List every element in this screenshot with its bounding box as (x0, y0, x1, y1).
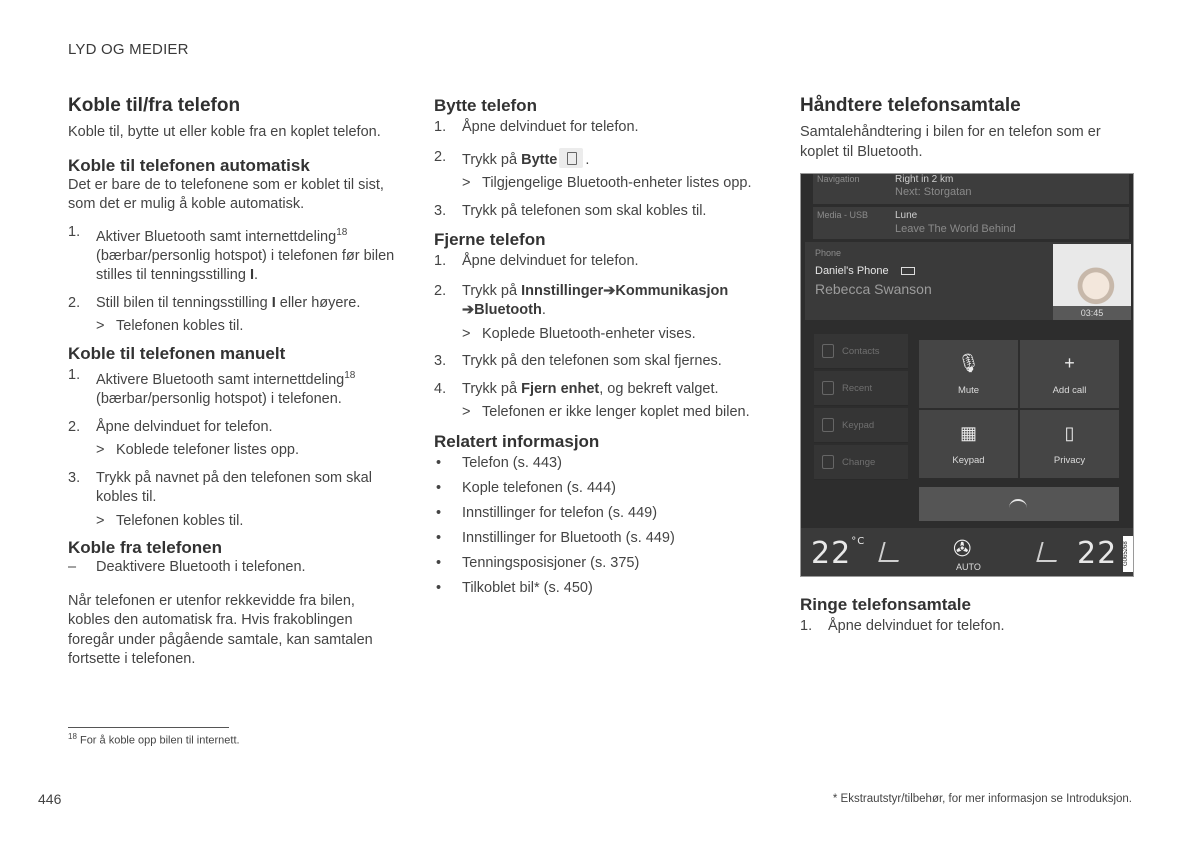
step-ring-1: 1. Åpne delvinduet for telefon. (800, 618, 1005, 634)
heading-related-info: Relatert informasjon (434, 431, 600, 451)
step-auto-1: 1. Aktiver Bluetooth samt internettdeling$^{18}$ (bærbar/personlig hotspot) i telefonen før bilen stilles til tenningsstilling I. (68, 223, 395, 284)
related-link[interactable]: • Tilkoblet bil* (s. 450) (436, 579, 593, 596)
heading-remove-phone: Fjerne telefon (434, 230, 546, 249)
seat-heat-right-icon[interactable] (1036, 542, 1061, 562)
keypad-icon: ▦ (959, 423, 977, 443)
arrow-right-icon: ➔ (462, 302, 475, 318)
heading-ring-call: Ringe telefonsamtale (800, 595, 971, 614)
auto-label: AUTO (956, 562, 981, 572)
step-remove-3: 3. Trykk på den telefonen som skal fjernes. (434, 353, 722, 369)
keypad-side-button[interactable]: Keypad (814, 408, 908, 443)
section-header: LYD OG MEDIER (68, 41, 189, 58)
heading-swap-phone: Bytte telefon (434, 96, 537, 115)
caller-name: Rebecca Swanson (815, 281, 932, 297)
step-result: > Tilgjengelige Bluetooth-enheter listes opp. (462, 175, 752, 191)
step-manual-3: 3. Trykk på navnet på den telefonen som skal kobles til. > Telefonen kobles til. (68, 469, 398, 532)
right-temperature[interactable]: 22 (1077, 536, 1118, 571)
text-auto-connect: Det er bare de to telefonene som er koblet til sist, som det er mulig å koble automatisk. (68, 176, 384, 212)
phone-swap-icon (822, 455, 834, 469)
step-result: > Koblede telefoner listes opp. (96, 442, 299, 459)
section-ring (800, 594, 1140, 645)
column-swap-remove (434, 92, 774, 604)
step-result: > Telefonen er ikke lenger koplet med bilen. (462, 404, 750, 420)
title-call-handling: Håndtere telefonsamtale (800, 95, 1021, 116)
column-connect (68, 92, 398, 670)
nav-tile: Navigation Right in 2 km Next: Storgatan (813, 174, 1129, 204)
footnote-ref[interactable]: 18 (336, 226, 348, 238)
hang-up-icon (1009, 499, 1027, 508)
car-screen-illustration (800, 173, 1134, 577)
plus-icon: + (1064, 353, 1075, 373)
section-swap (434, 95, 774, 221)
end-call-button[interactable] (919, 487, 1119, 521)
mute-button[interactable]: 🎙 Mute (919, 340, 1018, 408)
related-link[interactable]: • Innstillinger for telefon (s. 449) (436, 504, 658, 521)
image-code: G065268 (1123, 536, 1133, 572)
contacts-button[interactable]: Contacts (814, 334, 908, 369)
add-call-button[interactable]: + Add call (1020, 340, 1119, 408)
keypad-button[interactable]: ▦ Keypad (919, 410, 1018, 478)
footnote-ref[interactable]: 18 (344, 369, 356, 381)
step-disconnect: – Deaktivere Bluetooth i telefonen. (68, 559, 306, 576)
heading-manual-connect: Koble til telefonen manuelt (68, 343, 286, 363)
arrow-right-icon: ➔ (603, 282, 616, 299)
seat-heat-left-icon[interactable] (878, 542, 903, 562)
left-temperature[interactable]: $22^{^\circ C}$ (811, 536, 866, 571)
fan-icon[interactable]: ✇ (953, 536, 972, 561)
section-auto-connect (68, 155, 398, 337)
column-call-handling (800, 92, 1140, 162)
phone-icon: ▯ (1064, 423, 1075, 443)
step-remove-1: 1. Åpne delvinduet for telefon. (434, 253, 639, 269)
change-button[interactable]: Change (814, 445, 908, 480)
title-connect-phone: Koble til/fra telefon (68, 95, 241, 116)
step-result: > Koplede Bluetooth-enheter vises. (462, 325, 696, 342)
step-result: > Telefonen kobles til. (96, 512, 244, 529)
footer-note: * Ekstrautstyr/tilbehør, for mer informasjon se Introduksjon. (832, 793, 1132, 805)
footnote-divider (68, 727, 229, 728)
step-swap-3: 3. Trykk på telefonen som skal kobles til. (434, 202, 707, 219)
step-swap-2: 2. Trykk på Bytte . > Tilgjengelige Bluetooth-enheter listes opp. (434, 148, 774, 194)
privacy-button[interactable]: ▯ Privacy (1020, 410, 1119, 478)
para-disconnect: Når telefonen er utenfor rekkevidde fra bilen, kobles den automatisk fra. Hvis frakoblingen foregår under pågående samtale, kan samtalen fortsette i telefonen. (68, 592, 373, 668)
intro-connect: Koble til, bytte ut eller koble fra en koplet telefon. (68, 124, 381, 140)
step-swap-1: 1. Åpne delvinduet for telefon. (434, 119, 639, 135)
phone-tile: Phone Daniel's Phone Rebecca Swanson 03:45 (805, 242, 1131, 320)
heading-auto-connect: Koble til telefonen automatisk (68, 155, 310, 175)
device-name: Daniel's Phone (815, 265, 889, 277)
section-related (434, 431, 774, 599)
related-link[interactable]: • Innstillinger for Bluetooth (s. 449) (436, 529, 675, 546)
microphone-off-icon: 🎙 (957, 353, 980, 373)
step-result: > Telefonen kobles til. (96, 318, 244, 335)
section-disconnect (68, 537, 398, 670)
media-tile: Media - USB Lune Leave The World Behind (813, 207, 1129, 239)
step-manual-1: 1. Aktivere Bluetooth samt internettdeling$^{18}$ (bærbar/personlig hotspot) i telefonen. (68, 366, 356, 408)
recent-button[interactable]: Recent (814, 371, 908, 406)
step-remove-4: 4. Trykk på Fjern enhet, og bekreft valget. > Telefonen er ikke lenger koplet med bilen. (434, 380, 774, 423)
intro-call-handling: Samtalehåndtering i bilen for en telefon som er koplet til Bluetooth. (800, 124, 1101, 160)
related-link[interactable]: • Telefon (s. 443) (436, 454, 562, 471)
phone-swap-icon (559, 148, 583, 168)
contacts-icon (822, 344, 834, 358)
page-number: 446 (38, 791, 62, 807)
keypad-icon (822, 418, 834, 432)
related-link[interactable]: • Kople telefonen (s. 444) (436, 479, 616, 496)
battery-icon (901, 267, 915, 275)
footnote: $^{18}$ For å koble opp bilen til internett. (68, 732, 240, 747)
section-manual-connect (68, 343, 398, 531)
call-timer: 03:45 (1053, 306, 1131, 320)
climate-bar (801, 528, 1134, 577)
step-manual-2: 2. Åpne delvinduet for telefon. > Koblede telefoner listes opp. (68, 418, 398, 461)
step-remove-2: 2. Trykk på Innstillinger➔Kommunikasjon ➔Bluetooth. > Koplede Bluetooth-enheter vises. (434, 282, 774, 345)
heading-disconnect: Koble fra telefonen (68, 538, 222, 558)
step-auto-2: 2. Still bilen til tenningsstilling I eller høyere. > Telefonen kobles til. (68, 294, 398, 337)
recent-icon (822, 381, 834, 395)
related-link[interactable]: • Tenningsposisjoner (s. 375) (436, 554, 640, 571)
section-remove (434, 229, 774, 423)
